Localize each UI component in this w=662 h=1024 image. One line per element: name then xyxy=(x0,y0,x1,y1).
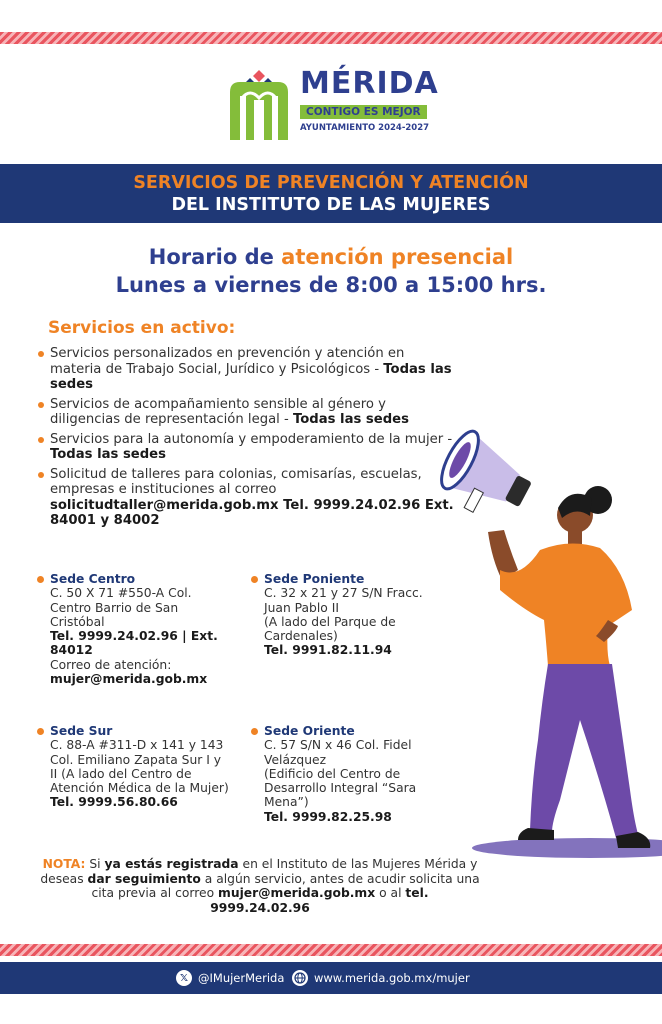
note-label: NOTA: xyxy=(42,857,86,871)
list-item xyxy=(38,467,458,529)
service-text: Servicios para la autonomía y empoderamiento de la mujer - xyxy=(50,431,453,447)
services-heading: Servicios en activo: xyxy=(48,318,236,338)
service-text: Servicios personalizados en prevención y atención en materia de Trabajo Social, Jurídico y Psicológicos - xyxy=(50,346,405,377)
globe-icon xyxy=(292,970,308,986)
note-bold: ya estás registrada xyxy=(104,857,239,871)
sede-oriente-name: Sede Oriente xyxy=(251,724,429,738)
sede-poniente xyxy=(264,572,444,658)
service-sedes: Todas las sedes xyxy=(292,412,409,427)
footer-web-url: www.merida.gob.mx/mujer xyxy=(314,971,470,985)
service-text: Servicios de acompañamiento sensible al género y diligencias de representación legal - xyxy=(50,396,386,427)
sede-centro-address: C. 50 X 71 #550-A Col. Centro Barrio de San Cristóbal xyxy=(50,586,192,629)
footer xyxy=(0,962,662,994)
note-tel[interactable]: tel. 9999.24.02.96 xyxy=(210,886,429,915)
sede-oriente xyxy=(264,724,429,824)
logo-slogan: CONTIGO ES MEJOR xyxy=(300,105,427,119)
top-stripe xyxy=(0,32,662,44)
merida-logo-icon xyxy=(228,70,290,142)
service-contact[interactable]: solicitudtaller@merida.gob.mx Tel. 9999.24.02.96 Ext. 84001 y 84002 xyxy=(50,497,454,528)
sede-sur-name: Sede Sur xyxy=(37,724,230,738)
sede-centro-mail[interactable]: mujer@merida.gob.mx xyxy=(50,672,208,687)
service-sedes: Todas las sedes xyxy=(50,361,452,392)
note-text: o al xyxy=(375,886,406,901)
schedule-accent: atención presencial xyxy=(281,245,514,269)
sede-poniente-name: Sede Poniente xyxy=(251,572,444,586)
sede-poniente-address: C. 32 x 21 y 27 S/N Fracc. Juan Pablo II xyxy=(264,586,423,615)
bottom-stripe xyxy=(0,944,662,956)
banner-line-1: SERVICIOS DE PREVENCIÓN Y ATENCIÓN xyxy=(133,173,529,193)
schedule xyxy=(0,243,662,299)
note-mail[interactable]: mujer@merida.gob.mx xyxy=(218,886,376,901)
sede-sur xyxy=(50,724,230,810)
list-item xyxy=(38,397,458,428)
sede-poniente-tel[interactable]: Tel. 9991.82.11.94 xyxy=(264,643,392,658)
sede-oriente-tel[interactable]: Tel. 9999.82.25.98 xyxy=(264,809,392,824)
title-banner xyxy=(0,164,662,223)
footer-social-handle: @IMujerMerida xyxy=(198,971,285,985)
schedule-line-2: Lunes a viernes de 8:00 a 15:00 hrs. xyxy=(115,273,547,297)
sede-centro-tel[interactable]: Tel. 9999.24.02.96 | Ext. 84012 xyxy=(50,629,218,658)
logo-title: MÉRIDA xyxy=(300,66,439,101)
logo-text xyxy=(300,68,439,133)
sede-sur-tel[interactable]: Tel. 9999.56.80.66 xyxy=(50,795,178,810)
registration-note xyxy=(40,857,480,915)
sede-oriente-address: C. 57 S/N x 46 Col. Fidel Velázquez xyxy=(264,738,412,767)
note-text: a algún servicio, antes de acudir solicita una cita previa al correo xyxy=(91,871,480,901)
note-bold: dar seguimiento xyxy=(87,871,201,886)
note-text: en el Instituto de las Mujeres Mérida y deseas xyxy=(40,857,478,886)
list-item xyxy=(38,346,458,393)
sede-poniente-note: (A lado del Parque de Cardenales) xyxy=(264,614,396,644)
woman-megaphone-illustration xyxy=(440,420,662,860)
footer-social[interactable] xyxy=(176,970,284,986)
service-sedes: Todas las sedes xyxy=(50,447,166,462)
note-text: Si xyxy=(85,857,105,871)
list-item xyxy=(38,432,458,463)
schedule-line-1 xyxy=(0,243,662,271)
sede-oriente-note: (Edificio del Centro de Desarrollo Integral “Sara Mena”) xyxy=(264,766,417,810)
schedule-prefix: Horario de xyxy=(148,245,282,269)
logo-ayuntamiento: AYUNTAMIENTO 2024-2027 xyxy=(300,123,430,133)
x-icon: 𝕏 xyxy=(176,970,192,986)
services-list xyxy=(38,346,458,533)
footer-web[interactable] xyxy=(292,970,470,986)
sede-centro xyxy=(50,572,230,686)
banner-line-2: DEL INSTITUTO DE LAS MUJERES xyxy=(171,195,491,215)
sede-centro-mail-label: Correo de atención: xyxy=(50,657,172,672)
service-text: Solicitud de talleres para colonias, comisarías, escuelas, empresas e instituciones al correo xyxy=(50,466,422,497)
sede-sur-address: C. 88-A #311-D x 141 y 143 Col. Emiliano Zapata Sur I y II (A lado del Centro de Atención Médica de la Mujer) xyxy=(50,738,229,796)
sede-centro-name: Sede Centro xyxy=(37,572,230,586)
